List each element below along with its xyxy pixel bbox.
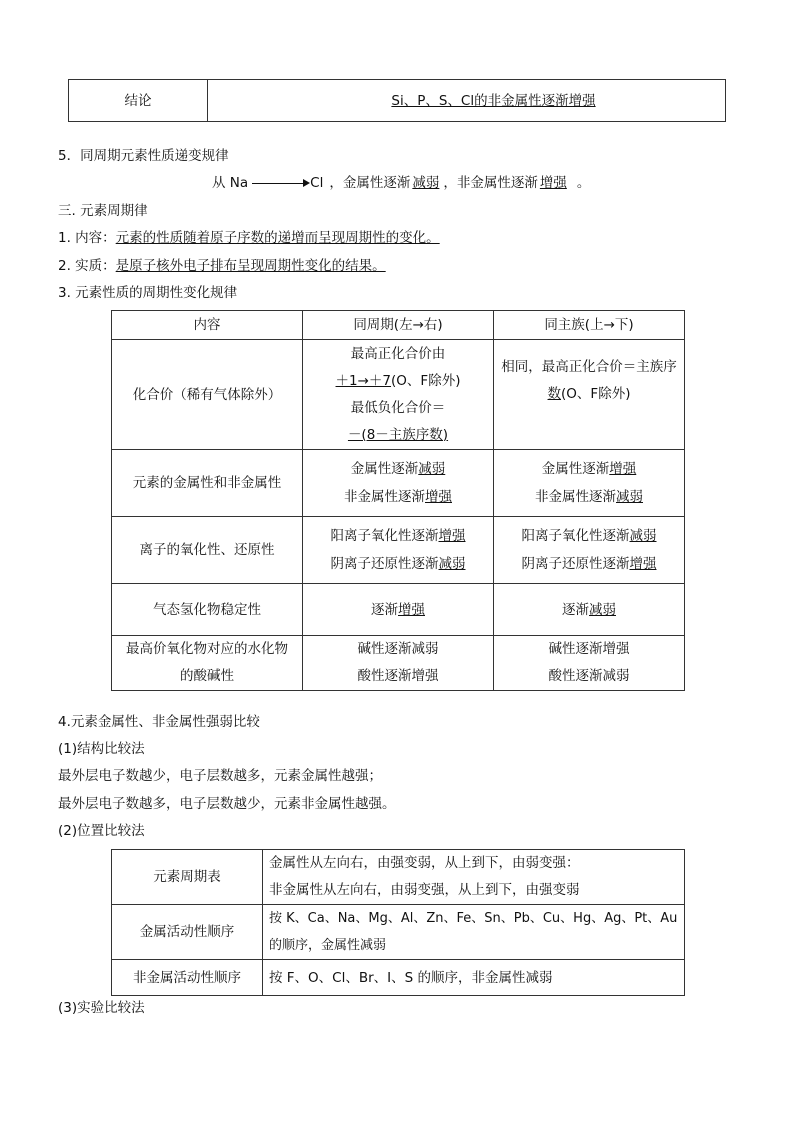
conclusion-value	[208, 80, 726, 122]
cell-line: 酸性逐渐增强	[357, 668, 439, 684]
periodic-law-table	[111, 310, 685, 691]
row-content	[263, 905, 685, 960]
item2-prefix: 2. 实质：	[58, 258, 116, 274]
cell-line: 酸性逐渐减弱	[548, 668, 630, 684]
cell-line: 最高正化合价由	[350, 345, 446, 362]
conclusion-text: Si、P、S、Cl的非金属性逐渐增强	[391, 92, 596, 109]
group-cell	[494, 517, 685, 584]
from-element: 从 Na	[212, 175, 249, 191]
item1-prefix: 1. 内容：	[58, 230, 116, 246]
cell-line	[494, 381, 684, 408]
group-cell	[494, 584, 685, 636]
cell-line: 相同，最高正化合价＝主族序	[501, 359, 677, 375]
section3-heading: 三. 元素周期律	[58, 203, 148, 219]
cell-text: 阴离子还原性逐渐	[330, 556, 439, 572]
group-number: 数	[547, 386, 562, 402]
row-content	[263, 850, 685, 905]
trend-word: 增强	[609, 461, 637, 477]
valence-note: (O、F除外)	[391, 372, 461, 389]
cell-text: 阴离子还原性逐渐	[521, 556, 630, 572]
table-row	[112, 960, 685, 996]
row-label: 非金属活动性顺序	[112, 960, 263, 996]
cell-line	[303, 483, 493, 511]
row-label: 元素周期表	[112, 850, 263, 905]
cell-line	[494, 522, 684, 550]
period-cell	[303, 636, 494, 691]
section5-heading: 5．同周期元素性质递变规律	[58, 148, 229, 164]
metal-trend: 减弱	[412, 175, 440, 191]
content-line: 非金属性从左向右，由弱变强，从上到下，由强变弱	[269, 882, 580, 898]
trend-word: 减弱	[438, 556, 466, 572]
row-label: 离子的氧化性、还原性	[112, 517, 303, 584]
trend-word: 减弱	[589, 601, 616, 618]
trend-word: 减弱	[629, 528, 657, 544]
table-row	[112, 905, 685, 960]
group-cell	[494, 340, 685, 450]
label-line: 的酸碱性	[180, 668, 234, 684]
item2	[58, 256, 386, 276]
structure-method: (1)结构比较法	[58, 741, 145, 757]
position-method: (2)位置比较法	[58, 823, 145, 839]
header-period: 同周期(左→右)	[303, 311, 494, 340]
table-row	[112, 340, 685, 450]
group-note: (O、F除外)	[561, 386, 631, 402]
trend-word: 增强	[629, 556, 657, 572]
content-line: 金属性从左向右，由强变弱，从上到下，由弱变强：	[269, 855, 580, 871]
table-row	[112, 850, 685, 905]
trend-word: 减弱	[418, 461, 446, 477]
cell-line	[303, 550, 493, 578]
group-cell	[494, 636, 685, 691]
cell-line	[303, 455, 493, 483]
position-table	[111, 849, 685, 996]
period-cell	[303, 517, 494, 584]
cell-line	[303, 422, 493, 449]
experiment-method: (3)实验比较法	[58, 1000, 145, 1016]
row-label: 气态氢化物稳定性	[112, 584, 303, 636]
nonmetal-prefix: ，非金属性逐渐	[443, 175, 538, 191]
cell-text: 逐渐	[371, 601, 398, 618]
item1-text: 元素的性质随着原子序数的递增而呈现周期性的变化。	[115, 230, 440, 246]
table-row	[112, 584, 685, 636]
cell-text: 金属性逐渐	[350, 461, 419, 477]
label-line: 最高价氧化物对应的水化物	[126, 641, 288, 657]
table-row	[112, 636, 685, 691]
table-row	[112, 517, 685, 584]
trend-word: 增强	[425, 489, 452, 505]
period-cell	[303, 450, 494, 517]
cell-line: 最低负化合价＝	[350, 399, 446, 416]
section5-rule	[212, 173, 590, 193]
trend-word: 增强	[398, 601, 425, 618]
row-content: 按 F、O、Cl、Br、I、S 的顺序，非金属性减弱	[263, 960, 685, 996]
row-label: 化合价（稀有气体除外）	[112, 340, 303, 450]
cell-text: 金属性逐渐	[541, 461, 610, 477]
cell-line	[303, 368, 493, 395]
cell-line	[494, 455, 684, 483]
period-cell	[303, 584, 494, 636]
row-label	[112, 636, 303, 691]
metal-prefix: ，金属性逐渐	[329, 175, 411, 191]
row-label: 元素的金属性和非金属性	[112, 450, 303, 517]
cell-line: 碱性逐渐减弱	[357, 641, 439, 657]
content-line: 的顺序，金属性减弱	[269, 938, 387, 953]
cell-line	[303, 522, 493, 550]
table-header-row	[112, 311, 685, 340]
structure-line2: 最外层电子数越多，电子层数越少，元素非金属性越强。	[58, 796, 396, 812]
cell-text: 阳离子氧化性逐渐	[330, 528, 439, 544]
table-row	[112, 450, 685, 517]
cell-text: 阳离子氧化性逐渐	[521, 528, 630, 544]
conclusion-label: 结论	[69, 80, 208, 122]
item2-text: 是原子核外电子排布呈现周期性变化的结果。	[115, 258, 386, 274]
nonmetal-trend: 增强	[539, 175, 567, 191]
sentence-end: 。	[576, 175, 591, 191]
cell-text: 非金属性逐渐	[344, 489, 425, 505]
cell-line: 碱性逐渐增强	[548, 641, 630, 657]
cell-text: 逐渐	[562, 601, 589, 618]
trend-word: 增强	[438, 528, 466, 544]
row-label: 金属活动性顺序	[112, 905, 263, 960]
item1	[58, 228, 440, 248]
item3: 3. 元素性质的周期性变化规律	[58, 285, 238, 301]
trend-word: 减弱	[616, 489, 643, 505]
structure-line1: 最外层电子数越少，电子层数越多，元素金属性越强；	[58, 768, 382, 784]
content-line: 按 K、Ca、Na、Mg、Al、Zn、Fe、Sn、Pb、Cu、Hg、Ag、Pt、Au	[269, 911, 678, 926]
conclusion-table	[68, 79, 726, 122]
valence-range: ＋1→＋7	[335, 372, 392, 389]
cell-line	[494, 550, 684, 578]
period-cell	[303, 340, 494, 450]
cell-line	[494, 483, 684, 511]
header-group: 同主族(上→下)	[494, 311, 685, 340]
arrow-icon	[252, 183, 308, 184]
to-element: Cl	[310, 175, 324, 191]
section4-heading: 4.元素金属性、非金属性强弱比较	[58, 714, 260, 730]
group-cell	[494, 450, 685, 517]
cell-text: 非金属性逐渐	[535, 489, 616, 505]
header-content: 内容	[112, 311, 303, 340]
negative-valence: －(8－主族序数)	[347, 426, 449, 443]
